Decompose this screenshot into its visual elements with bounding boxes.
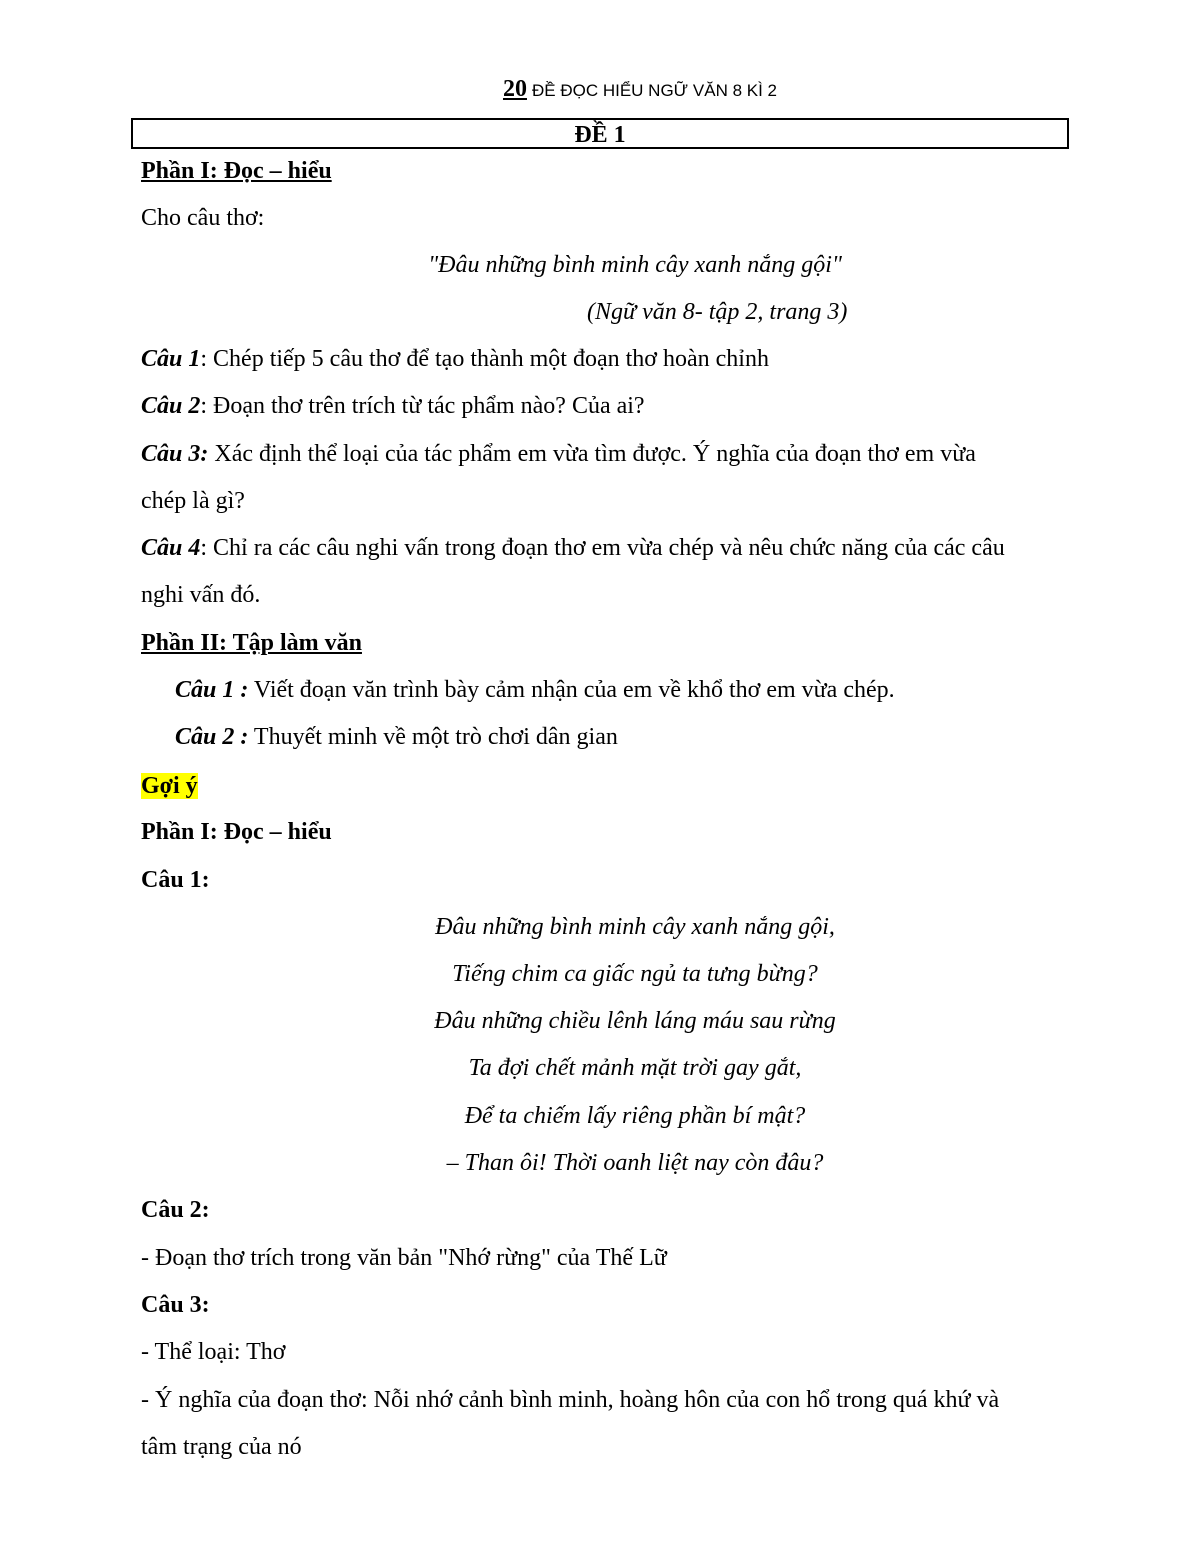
poem-line: Tiếng chim ca giấc ngủ ta tưng bừng?	[452, 961, 818, 987]
question-4-continued: nghi vấn đó.	[141, 582, 261, 608]
part1-intro: Cho câu thơ:	[141, 205, 265, 231]
part1-heading: Phần I: Đọc – hiểu	[141, 158, 332, 184]
question-label: Câu 3:	[141, 441, 209, 467]
question-label: Câu 1 :	[175, 677, 249, 703]
question-text: Đoạn thơ trên trích từ tác phẩm nào? Của ai?	[213, 393, 645, 419]
question-3	[141, 439, 976, 469]
essay-question-2	[175, 722, 618, 752]
answers-part1-heading: Phần I: Đọc – hiểu	[141, 819, 332, 845]
question-4: Câu 4: Chỉ ra các câu nghi vấn trong đoạn thơ em vừa chép và nêu chức năng của các câu	[141, 535, 1005, 561]
question-text: Chép tiếp 5 câu thơ để tạo thành một đoạn thơ hoàn chỉnh	[213, 346, 769, 372]
question-text: Xác định thể loại của tác phẩm em vừa tìm được. Ý nghĩa của đoạn thơ em vừa	[214, 441, 976, 467]
question-label: Câu 4	[141, 535, 201, 561]
answer-3-genre: - Thể loại: Thơ	[141, 1339, 286, 1365]
question-text: Thuyết minh về một trò chơi dân gian	[248, 724, 618, 750]
poem-line: – Than ôi! Thời oanh liệt nay còn đâu?	[446, 1150, 824, 1176]
part2-heading: Phần II: Tập làm văn	[141, 630, 362, 656]
answer-3-label: Câu 3:	[141, 1292, 210, 1318]
poem-line: Đâu những chiều lênh láng máu sau rừng	[434, 1008, 836, 1034]
answer-1-label: Câu 1:	[141, 867, 210, 893]
poem-line: Đâu những bình minh cây xanh nắng gội,	[435, 914, 835, 940]
exam-title-box: ĐỀ 1	[131, 118, 1069, 149]
question-3-continued: chép là gì?	[141, 488, 245, 514]
question-text: Chỉ ra các câu nghi vấn trong đoạn thơ em vừa chép và nêu chức năng của các câu	[213, 535, 1005, 561]
question-label: Câu 2	[141, 393, 201, 419]
verse-source: (Ngữ văn 8- tập 2, trang 3)	[587, 299, 848, 325]
quoted-verse: "Đâu những bình minh cây xanh nắng gội"	[428, 252, 842, 278]
question-1: Câu 1: Chép tiếp 5 câu thơ để tạo thành một đoạn thơ hoàn chỉnh	[141, 346, 769, 372]
poem-line: Ta đợi chết mảnh mặt trời gay gắt,	[468, 1055, 802, 1081]
question-text: Viết đoạn văn trình bày cảm nhận của em về khổ thơ em vừa chép.	[248, 677, 895, 703]
answer-3-meaning-continued: tâm trạng của nó	[141, 1434, 302, 1460]
answer-2-text: - Đoạn thơ trích trong văn bản "Nhớ rừng" của Thế Lữ	[141, 1245, 667, 1271]
question-label: Câu 2 :	[175, 724, 249, 750]
answer-3-meaning: - Ý nghĩa của đoạn thơ: Nỗi nhớ cảnh bình minh, hoàng hôn của con hổ trong quá khứ và	[141, 1387, 1000, 1413]
answer-2-label: Câu 2:	[141, 1197, 210, 1223]
poem-line: Để ta chiếm lấy riêng phần bí mật?	[464, 1103, 806, 1129]
header-number: 20	[502, 76, 527, 102]
essay-question-1	[175, 675, 895, 705]
question-2: Câu 2: Đoạn thơ trên trích từ tác phẩm nào? Của ai?	[141, 393, 645, 419]
document-header	[0, 76, 1200, 104]
answers-heading	[141, 771, 198, 801]
highlighted-heading: Gợi ý	[141, 773, 198, 799]
question-label: Câu 1	[141, 346, 201, 372]
header-title: ĐỀ ĐỌC HIỂU NGỮ VĂN 8 KÌ 2	[531, 81, 777, 100]
